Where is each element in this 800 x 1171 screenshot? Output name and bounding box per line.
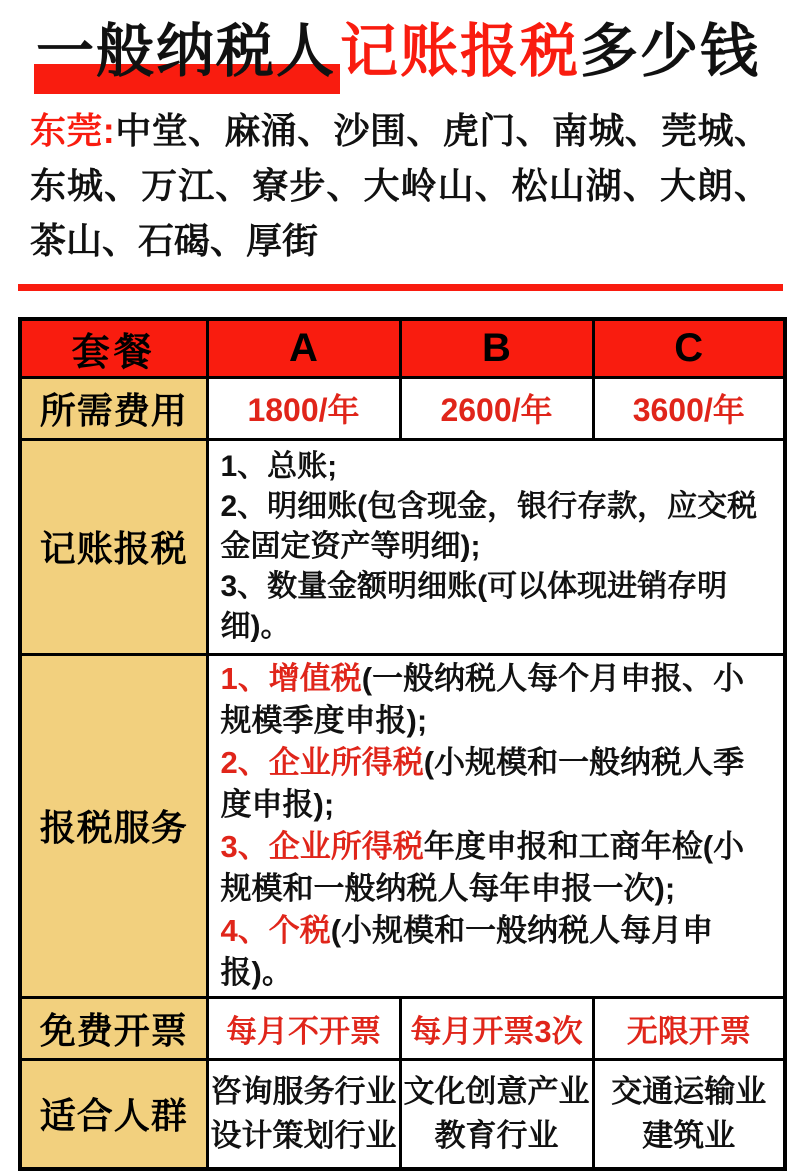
tax-item-2-detail: (小规模和一般纳税人季度申报); [221,745,745,822]
tax-item-3-name: 3、企业所得税 [221,829,424,864]
tax-item-1-detail: (一般纳税人每个月申报、小规模季度申报); [221,661,745,738]
audience-c-line-1: 交通运输业 [595,1070,784,1114]
title-red-text: 记账报税 [340,19,580,84]
bookkeeping-row-label: 记账报税 [20,439,207,654]
region-line-2: 东城、万江、寮步、大岭山、松山湖、大朗、 [30,158,770,213]
invoicing-row [20,997,785,1059]
bookkeeping-item-2: 2、明细账(包含现金，银行存款，应交税金固定资产等明细); [221,487,774,567]
region-list [30,103,770,268]
pricing-table [18,317,787,1171]
city-prefix: 东莞: [30,110,115,151]
table-header-row [20,319,785,378]
tax-service-item-2 [221,742,774,826]
header-col-a: A [207,319,400,378]
tax-service-item-1 [221,658,774,742]
tax-services-row [20,654,785,997]
audience-row-label: 适合人群 [20,1059,207,1169]
header-col-b: B [400,319,593,378]
audience-b-line-1: 文化创意产业 [402,1070,592,1114]
header-package-cell: 套餐 [20,319,207,378]
title-highlighted-text: 一般纳税人 [34,19,340,94]
audience-c-line-2: 建筑业 [595,1114,784,1158]
tax-item-1-name: 1、增值税 [221,661,362,696]
tax-service-item-4 [221,910,774,994]
audience-a-line-1: 咨询服务行业 [209,1070,399,1114]
tax-services-content-cell [207,654,785,997]
title-black-text: 多少钱 [580,19,760,84]
bookkeeping-item-3: 3、数量金额明细账(可以体现进销存明细)。 [221,567,774,647]
region-line-1-text: 中堂、麻涌、沙围、虎门、南城、莞城、 [115,110,770,151]
tax-item-2-name: 2、企业所得税 [221,745,424,780]
tax-item-4-detail: (小规模和一般纳税人每月申报)。 [221,913,714,990]
tax-item-4-name: 4、个税 [221,913,331,948]
fee-row [20,377,785,439]
header-col-c: C [593,319,785,378]
bookkeeping-item-1: 1、总账; [221,447,774,487]
bookkeeping-content-cell [207,439,785,654]
invoicing-value-b: 每月开票3次 [400,997,593,1059]
tax-services-row-label: 报税服务 [20,654,207,997]
audience-b-line-2: 教育行业 [402,1114,592,1158]
fee-value-c: 3600/年 [593,377,785,439]
tax-service-item-3 [221,826,774,910]
audience-cell-b [400,1059,593,1169]
tax-item-3-detail: 年度申报和工商年检(小规模和一般纳税人每年申报一次); [221,829,745,906]
red-divider [18,284,783,291]
invoicing-value-a: 每月不开票 [207,997,400,1059]
audience-a-line-2: 设计策划行业 [209,1114,399,1158]
audience-row [20,1059,785,1169]
invoicing-value-c: 无限开票 [593,997,785,1059]
page-title [34,16,800,89]
audience-cell-a [207,1059,400,1169]
fee-row-label: 所需费用 [20,377,207,439]
fee-value-a: 1800/年 [207,377,400,439]
poster-page [0,16,800,1148]
audience-cell-c [593,1059,785,1169]
fee-value-b: 2600/年 [400,377,593,439]
region-line-3: 茶山、石碣、厚街 [30,213,770,268]
region-line-1 [30,103,770,158]
invoicing-row-label: 免费开票 [20,997,207,1059]
bookkeeping-row [20,439,785,654]
